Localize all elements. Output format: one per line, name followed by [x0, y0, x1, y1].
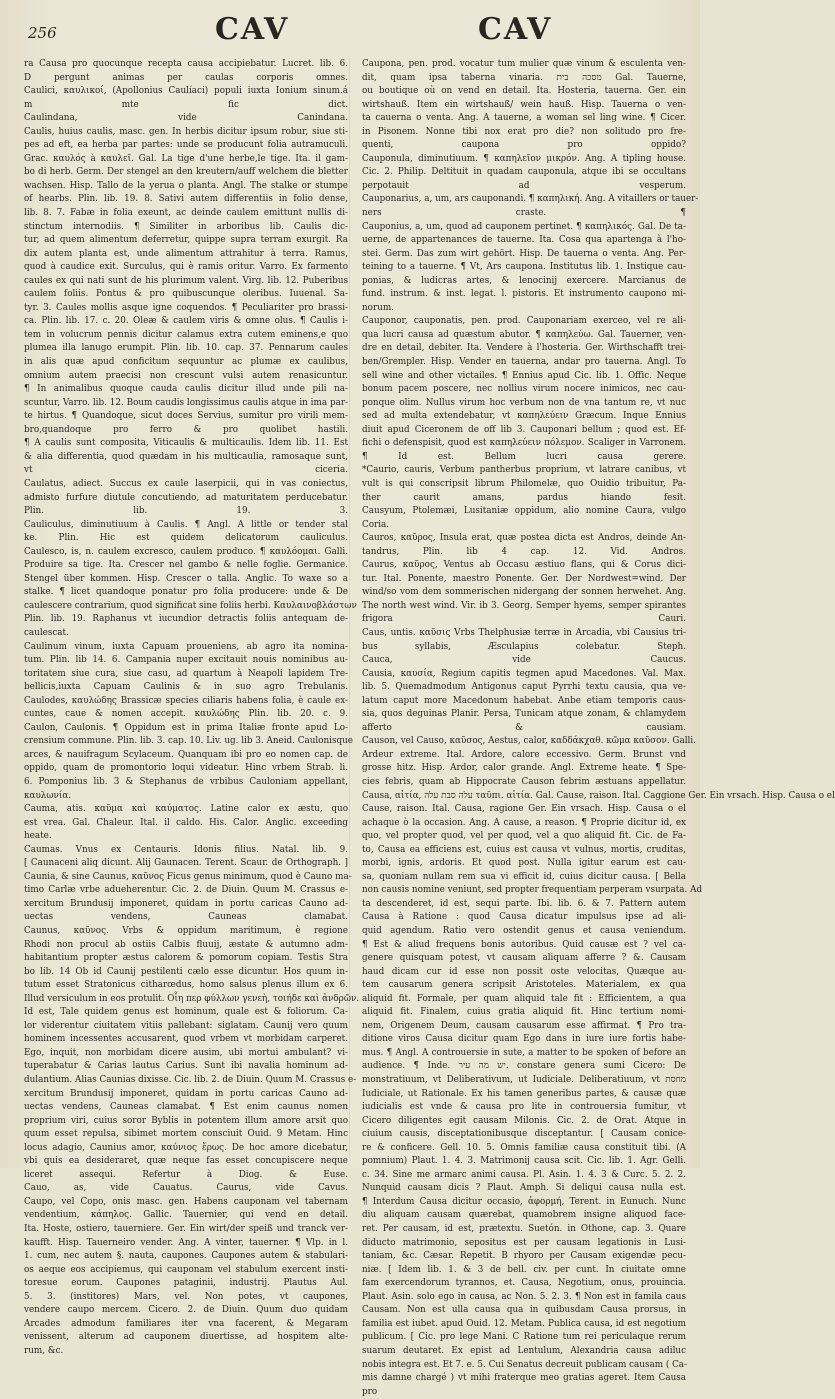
text-line: Plin. lib. 19. Raphanus vt iucundior detractis foliis antequam de-	[24, 614, 348, 625]
text-line: familia est iubet. apud Ouid. 12. Metam. Publica causa, id est negotium	[362, 1318, 686, 1329]
text-line: Rhodi non procul ab ostiis Calbis fluuij, æstate & autumno adm-	[24, 939, 348, 950]
text-line: c. 34. Sine me armarc animi causa. Pl. Asin. 1. 4. 3 & Curc. 5. 2. 2.	[362, 1169, 686, 1180]
text-line: omnium autem praecisi non crescunt vulsi autem renasicuntur.	[24, 370, 348, 381]
text-line: sia, quos deguinas Planir. Persa, Tunicam atque zonam, & chlamydem	[362, 709, 686, 720]
text-line: vbi quis ea desideraret, quæ neque fas esset concupiscere neque	[24, 1156, 348, 1167]
text-line: Cauo, as, vide Cauatus. Caurus, vide Cavus.	[24, 1183, 348, 1194]
text-line: bo di herb. Germ. Der stengel an den kreutern/auff welchem die bletter	[24, 167, 348, 178]
left-column	[24, 58, 360, 1356]
text-line: lib. 5. Quemadmodum Antigonus caput Pyrrhi textu causia, qua ve-	[362, 682, 686, 693]
text-line: Causia, καυσία, Regium capitis tegmen apud Macedones. Val. Max.	[362, 668, 686, 679]
text-line: heate.	[24, 831, 52, 842]
text-line: plumea illa lanugo erumpit. Plin. lib. 10. cap. 37. Pennarum caules	[24, 343, 348, 354]
text-line: perpotauit ad vesperum.	[362, 180, 686, 191]
text-line: quenti, caupona pro oppido?	[362, 140, 686, 151]
text-line: admisto furfure diutule concutiendo, ad maturitatem perducebatur.	[24, 492, 348, 503]
text-line: audience. ¶ Inde. יש מה עיר. constare genera sumi Cicero: De	[362, 1061, 686, 1072]
text-line: iudicialis est vnde & causa pro lite in controuersia fumitur, vt	[362, 1102, 686, 1113]
text-line: tutum esset Stratonicus citharœdus, homo salsus plenus illum ex 6.	[24, 980, 348, 991]
text-line: ¶ Interdum Causa dicitur occasio, ἀφορμή, Terent. in Eunuch. Nunc	[362, 1196, 686, 1207]
text-line: scuntur, Varro. lib. 12. Boum caudis longissimus caulis atque in ima par-	[24, 397, 348, 408]
text-line: mis damne chargé ) vt mihi fraterque meo gratias ageret. Item Causa	[362, 1373, 686, 1384]
text-line: ben/Grempler. Hisp. Vender en tauerna, andar pro tauerna. Angl. To	[362, 357, 686, 368]
text-line: ciuium causis, disceptationibusque disceptantur. [ Causam conice-	[362, 1129, 686, 1140]
text-line: rum, &c.	[24, 1345, 64, 1356]
text-line: Causa, αἰτία, עלה סבת עלה ταῦπι. αἰτία. Gal. Cause, raison. Ital. Caggione Ger. Ein vrsach. Hisp. Causa o el	[362, 790, 835, 801]
text-line: diu aliquam causam quærebat, quamobrem insigne aliquod face-	[362, 1210, 686, 1221]
text-line: Causam. Non est ulla causa qua in quibusdam Causa prorsus, in	[362, 1305, 686, 1316]
text-line: ponias, & ludicras artes, & lenocinij exercere. Marcianus de	[362, 275, 686, 286]
text-line: Caus, untis. καῦσις Vrbs Thelphusiæ terræ in Arcadia, vbi Causius tri-	[362, 627, 686, 638]
text-line: uectas vendens, Cauneas clamabat.	[24, 912, 348, 923]
text-line: liceret assequi. Refertur à Diog. & Euse.	[24, 1169, 348, 1180]
text-line: Arcades admodum familiares iter vna facerent, & Megaram	[24, 1318, 348, 1329]
text-line: m mte fic dict.	[24, 99, 348, 110]
text-line: Cauca, vide Caucus.	[362, 655, 686, 666]
running-head-right: CAV	[478, 12, 553, 47]
text-line: The north west wind. Vir. ib 3. Georg. Semper hyems, semper spirantes	[362, 600, 686, 611]
text-line: afferto & causiam.	[362, 722, 686, 733]
text-line: fichi o defenspisit, quod est καπηλεύειν πόλεμον. Scaliger in Varronem.	[362, 438, 686, 449]
text-line: tuperabatur & Carias lautus Carius. Sunt ibi navalia hominum ad-	[24, 1061, 348, 1072]
text-line: Coria.	[362, 519, 390, 530]
text-line: tum. Plin. lib 14. 6. Campania nuper excitauit nouis nominibus au-	[24, 655, 348, 666]
text-line: lor viderentur ciuitatem vitiis pallebant: siglatam. Caunij vero quum	[24, 1020, 348, 1031]
text-line: ditione viros Causa dicitur quam Ego dans in iure iure fortis habe-	[362, 1034, 686, 1045]
text-line: latum caput more Macedonum habebat. Anbe etiam temporis caus-	[362, 695, 686, 706]
text-line: ca. Plin. lib. 17. c. 20. Oleæ & caulem viris & omne olus. ¶ Caulis i-	[24, 316, 348, 327]
text-line: oppido, quam de promontorio loqui videatur. Hinc vrbem Strab. li.	[24, 763, 348, 774]
text-line: bus syllabis, Æsculapius colebatur. Steph.	[362, 641, 686, 652]
text-line: sed ad multa extendebatur, vt καπηλεύειν Græcum. Inque Ennius	[362, 411, 686, 422]
text-line: Stengel über kommen. Hisp. Crescer o talla. Anglic. To waxe so a	[24, 573, 348, 584]
text-line: pomnium) Plaut. 1. 4. 3. Matrimonij causa scit. Cic. lib. 1. Agr. Gelli.	[362, 1156, 686, 1167]
text-line: Cic. 2. Philip. Deltituit in quadam cauponula, atque ibi se occultans	[362, 167, 686, 178]
text-line: & alia differentia, quod quædam in his multicaulia, ramosaque sunt,	[24, 451, 348, 462]
text-line: xercitum Brundusij imponeret, quidam in portu caricas Cauno ad-	[24, 898, 348, 909]
text-line: Cicero diligentes egit causam Milonis. Cic. 2. de Orat. Atque in	[362, 1115, 686, 1126]
text-line: wind/so vom dem sommerischen nidergang der sonnen herwehet. Ang.	[362, 587, 686, 598]
text-line: Nunquid causam dicis ? Plaut. Amph. Si deliqui causa nulla est.	[362, 1183, 686, 1194]
text-line: ponque olim. Nullus virum hoc verbum non de vna tantum re, vt nuc	[362, 397, 686, 408]
text-line: taniam, &c. Cæsar. Repetit. B rhyoro per Causam exigendæ pecu-	[362, 1251, 686, 1262]
text-line: qua lucri causa ad quæstum abutor. ¶ καπηλεύω. Gal. Tauerner, ven-	[362, 329, 686, 340]
text-line: Plaut. Asin. solo ego in causa, ac Non. 5. 2. 3. ¶ Non est in famila caus	[362, 1291, 686, 1302]
text-line: uerne, de appartenances de tauerne. Ita. Cosa qua apartenga à l'ho-	[362, 235, 686, 246]
text-line: quod à caudice exit. Surculus, qui è ramis oritur. Varro. Ex farmento	[24, 262, 348, 273]
text-line: arces, & nauifragum Scylaceum. Quanquam ibi pro eo nomen cap. de	[24, 749, 348, 760]
right-column	[362, 58, 835, 1397]
text-line: est vrea. Gal. Chaleur. Ital. il caldo. His. Calor. Anglic. exceeding	[24, 817, 348, 828]
text-line: Ardeur extreme. Ital. Ardore, calore eccessivo. Germ. Brunst vnd	[362, 749, 686, 760]
text-line: ¶ Est & aliud frequens bonis autoribus. Quid causæ est ? vel ca-	[362, 939, 686, 950]
text-line: teining to a tauerne. ¶ Vt, Ars caupona. Institutus lib. 1. Instique cau-	[362, 262, 686, 273]
text-line: aliquid fit. Finalem, cuius gratia aliquid fit. Hinc tertium nomi-	[362, 1007, 686, 1018]
text-line: quo, vel propter quod, vel per quod, vel a quo aliquid fit. Cic. de Fa-	[362, 831, 686, 842]
text-line: mus. ¶ Angl. A controuersie in sute, a matter to be spoken of before an	[362, 1047, 686, 1058]
text-line: wirtshauß. Item ein wirtshauß/ wein hauß. Hisp. Tauerna o ven-	[362, 99, 686, 110]
text-line: stinctum internodiis. ¶ Similiter in arboribus lib. Caulis dic-	[24, 221, 348, 232]
text-line: Illud versiculum in eos protulit. Οἷη περ φύλλων γενεὴ, τοιήδε καὶ ἀνδρῶν.	[24, 993, 360, 1004]
text-line: pro	[362, 1386, 378, 1397]
text-line: Cauponarius, a, um, ars cauponandi. ¶ καπηλική. Ang. A vitaillers or tauer-	[362, 194, 699, 205]
text-line: Caulatus, adiect. Succus ex caule laserpicii, qui in vas coniectus,	[24, 478, 348, 489]
text-line: in Pisonem. Nonne tibi nox erat pro die? non solitudo pro fre-	[362, 126, 686, 137]
text-line: Causyum, Ptolemæi, Lusitaniæ oppidum, alio nomine Caura, vulgo	[362, 506, 686, 517]
text-line: ke. Plin. Hic est quidem delicatorum cauliculus.	[24, 533, 348, 544]
text-line: Caulici, καυλικοί, (Apollonius Caulíaci) populi iuxta Ionium sinum.á	[24, 86, 348, 97]
text-line: 1. cum, nec autem §. nauta, caupones. Caupones autem & stabulari-	[24, 1251, 348, 1262]
text-line: tem in volucrum pennis dicitur calamus extra cutem eminens,e quo	[24, 329, 348, 340]
text-line: bo lib. 14 Ob id Caunij pestilenti cælo esse dicuntur. Hos quum in-	[24, 966, 348, 977]
text-line: καυλωνία.	[24, 790, 72, 801]
text-line: Causa à Ratione : quod Causa dicatur impulsus ipse ad ali-	[362, 912, 686, 923]
text-line: ¶ A caulis sunt composita, Viticaulis & multicaulis. Idem lib. 11. Est	[24, 438, 348, 449]
text-line: vt ciceria.	[24, 465, 348, 476]
text-line: quum esset repulsa, sibimet mortem consciuit Ouid. 9 Metam. Hinc	[24, 1129, 348, 1140]
text-line: Cause, raison. Ital. Causa, ragione Ger. Ein vrsach. Hisp. Causa o el	[362, 804, 686, 815]
text-line: Causon, vel Causo, καῦσος, Aestus, calor, καδδάκχαθ. κῶμα καῦσον. Galli.	[362, 736, 696, 747]
text-line: Caunus, καῦνος. Vrbs & oppidum maritimum, è regione	[24, 926, 348, 936]
text-line: haud dicam cur id esse non possit oste velocitas, Quæque au-	[362, 966, 686, 977]
text-line: sa, quoniam nullam rem sua vi efficit id, cuius dicitur causa. [ Bella	[362, 871, 686, 882]
text-line: 6. Pomponius lib. 3 & Stephanus de vrbibus Cauloniam appellant,	[24, 776, 348, 787]
text-line: Plin. lib. 19. 3.	[24, 506, 348, 517]
text-line: dit, quam ipsa taberna vinaria. מסכה בית Gal. Tauerne,	[362, 72, 686, 83]
text-line: wachsen. Hisp. Tallo de la yerua o planta. Angl. The stalke or stumpe	[24, 180, 348, 191]
text-line: ou boutique où on vend en detail. Ita. Hosteria, tauerna. Ger. ein	[362, 86, 686, 97]
text-line: ners craste. ¶	[362, 208, 686, 219]
text-line: os aeque eos accipiemus, qui cauponam vel stabulum exercent insti-	[24, 1264, 348, 1275]
text-line: pes ad eft, ea herba par partes: unde se producunt folia autramuculi.	[24, 140, 348, 151]
text-line: fund. instrum. & inst. legat. l. pistoris. Et instrumento caupono mi-	[362, 289, 686, 300]
text-line: tem causarum genera scripsit Aristoteles. Materialem, ex qua	[362, 980, 686, 991]
text-line: Ego, inquit, non morbidam dicere ausim, ubi mortui ambulant? vi-	[24, 1047, 348, 1058]
text-line: Cauponor, cauponatis, pen. prod. Cauponariam exerceo, vel re ali-	[362, 316, 686, 327]
text-line: dix autem planta est, unde alimentum attrahitur à terra. Ramus,	[24, 248, 348, 259]
text-line: caulescat.	[24, 627, 69, 638]
text-line: Caupo, vel Copo, onis masc. gen. Habens cauponam vel tabernam	[24, 1196, 348, 1207]
text-line: Iudiciale, ut Rationale. Ex his tamen generibus partes, & causæ quæ	[362, 1088, 686, 1099]
text-line: caulem foliis. Pontus & pro quibuscunque oleribus. Iuuenal. Sa-	[24, 289, 348, 300]
text-line: vendentium, κάπηλος. Gallic. Tauernier, qui vend en detail.	[24, 1210, 348, 1221]
text-line: Cauponula, diminutiuum. ¶ καπηλεῖον μικρόν. Ang. A tipling house.	[362, 153, 686, 164]
text-line: ¶ In animalibus quoque cauda caulis dicitur illud unde pili na-	[24, 384, 348, 395]
text-line: cies febris, quam ab Hippocrate Causon febrim æstuans appellatur.	[362, 776, 686, 787]
text-line: publicum. [ Cic. pro lege Mani. C Ratione tum rei periculaque rerum	[362, 1332, 686, 1343]
text-line: Ita. Hoste, ostiero, tauerniere. Ger. Ein wirt/der speiß und tranck ver-	[24, 1224, 348, 1235]
text-line: 5. 3. (institores) Mars, vel. Non potes, vt caupones,	[24, 1291, 348, 1302]
text-line: sell wine and other victailes. ¶ Ennius apud Cic. lib. 1. Offic. Neque	[362, 370, 686, 381]
text-line: tyr. 3. Caules mollis asque igne coquendos. ¶ Peculiariter pro brassi-	[24, 302, 348, 313]
text-line: Caulodes, καυλώδης Brassicæ species ciliaris habens folia, è caule ex-	[24, 695, 348, 706]
text-line: timo Carlæ vrbe adueherentur. Cic. 2. de Diuin. Quum M. Crassus e-	[24, 885, 348, 896]
text-line: toresue eorum. Caupones pataginii, industrij. Plautus Aul.	[24, 1278, 348, 1289]
text-line: uectas vendens, Cauneas clamabat. ¶ Est enim caunus nomen	[24, 1102, 348, 1113]
text-line: ther caurit amans, pardus hiando fesit.	[362, 492, 686, 503]
text-line: Caulindana, vide Canindana.	[24, 113, 348, 124]
text-line: vult is qui conscripsit librum Philomelæ, quo Ouidio tribuitur, Pa-	[362, 478, 686, 489]
text-line: achaque ò la occasion. Ang. A cause, a reason. ¶ Proprie dicitur id, ex	[362, 817, 686, 828]
text-line: tandrus, Plin. lib 4 cap. 12. Vid. Andros.	[362, 546, 686, 557]
text-line: xercitum Brundusij imponeret, quidam in portu caricas Cauno ad-	[24, 1088, 348, 1099]
text-line: ra Causa pro quocunque recepta causa accipiebatur. Lucret. lib. 6.	[24, 59, 348, 69]
text-line: lib. 8. 7. Fabæ in folia exeunt, ac deinde caulem emittunt nullis di-	[24, 208, 348, 219]
text-columns	[24, 58, 835, 1397]
text-line: Caulon, Caulonis. ¶ Oppidum est in prima Italiæ fronte apud Lo-	[24, 722, 348, 733]
text-line: niæ. [ Idem lib. 1. & 3 de bell. civ. per cunt. In ciuitate omne	[362, 1264, 686, 1275]
text-line: toritatem siue cura, siue casu, ad quartum à Neapoli lapidem Tre-	[24, 668, 348, 679]
text-line: bonum pacem poscere, nec nollius virum nocere inimicos, nec cau-	[362, 384, 686, 395]
text-line: bro,quandoque pro ferro & pro quolibet hastili.	[24, 424, 348, 435]
text-line: genere quisquam potest, vt causam aliquam afferre ? &. Causam	[362, 953, 686, 964]
text-line: Caumas. Vnus ex Centauris. Idonis filius. Natal. lib. 9.	[24, 844, 348, 855]
text-line: tur. Ital. Ponente, maestro Ponente. Ger. Der Nordwest=wind. Der	[362, 573, 686, 584]
text-line: quid agendum. Ratio vero ostendit genus et causa veniendum.	[362, 926, 686, 936]
text-line: te hirtus. ¶ Quandoque, sicut doces Servius, sumitur pro virili mem-	[24, 411, 348, 422]
text-line: ta descenderet, id est, sequi parte. Ibi. lib. 6. & 7. Pattern autem	[362, 898, 686, 909]
text-line: morbi, ignis, ardoris. Et quod post. Nulla igitur earum est cau-	[362, 858, 686, 869]
text-line: diducto matrimonio, sepositus est per causam legationis in Lusi-	[362, 1237, 686, 1248]
text-line: stei. Germ. Das zum wirt gehört. Hisp. De tauerna o venta. Ang. Per-	[362, 248, 686, 259]
text-line: Caulinum vinum, iuxta Capuam proueniens, ab agro ita nomina-	[24, 641, 348, 652]
text-line: kaufft. Hisp. Tauerneiro vender. Ang. A vinter, tauerner. ¶ Vlp. in l.	[24, 1237, 348, 1248]
text-line: nem, Origenem Deum, causam causarum esse affirmat. ¶ Pro tra-	[362, 1020, 686, 1031]
text-line: caules ex qui nati sunt de his plurimum valent. Virg. lib. 12. Puberibus	[24, 275, 348, 286]
text-line: tur, ad quem alimentum deferretur, quippe supra terram exurgit. Ra	[24, 235, 348, 246]
text-line: aliquid fit. Formale, per quam aliquid tale fit : Efficientem, a qua	[362, 993, 686, 1004]
text-line: Cauma, atis. καῦμα καὶ καύματος. Latine calor ex æstu, quo	[24, 804, 348, 815]
text-line: Caulis, huius caulis, masc. gen. In herbis dicitur ipsum robur, siue sti-	[24, 126, 348, 137]
text-line: vendere caupo mercem. Cicero. 2. de Diuin. Quum duo quidam	[24, 1305, 348, 1316]
text-line: in alis quæ apud conficitum sequuntur ac plumæ ex caulibus,	[24, 357, 348, 368]
text-line: Id est, Tale quidem genus est hominum, quale est & foliorum. Ca-	[24, 1007, 348, 1018]
text-line: locus adagio, Caunius amor, καύνιος ἔρως. De hoc amore dicebatur,	[24, 1142, 348, 1153]
text-line: Cauliculus, diminutiuum à Caulis. ¶ Angl. A little or tender stal	[24, 519, 348, 530]
text-line: grosse hitz. Hisp. Ardor, calor grande. Angl. Extreme heate. ¶ Spe-	[362, 763, 686, 774]
text-line: diuit apud Ciceronem de off lib 3. Cauponari bellum ; quod est. Ef-	[362, 424, 686, 435]
text-line: non causis nomine veniunt, sed propter frequentiam perperam vsurpata. Ad	[362, 885, 703, 896]
text-line: caulescere contrarium, quod significat sine foliis herbi. Καυλαινοβλάστων	[24, 600, 357, 611]
text-line: nobis integra est. Et 7. e. 5. Cui Senatus decreuit publicam causam ( Ca-	[362, 1359, 688, 1370]
text-line: [ Caunaceni aliq dicunt. Alij Gaunacen. Terent. Scaur. de Orthograph. ]	[24, 858, 348, 869]
text-line: Caurus, καῦρος, Ventus ab Occasu æstiuo flans, qui & Corus dici-	[362, 560, 686, 571]
text-line: Produire sa tige. Ita. Crescer nel gambo & nelle foglie. Germanice.	[24, 560, 348, 571]
text-line: frigora Cauri.	[362, 614, 686, 625]
text-line: suarum deutaret. Ex epist ad Lentulum, Alexandria causa adiluc	[362, 1345, 686, 1356]
text-line: Caupona, pen. prod. vocatur tum mulier quæ vinum & esculenta ven-	[362, 59, 686, 69]
text-line: venissent, alterum ad cauponem diuertisse, ad hospitem alte-	[24, 1332, 348, 1343]
text-line: ret. Per causam, id est, prætextu. Suetón. in Othone, cap. 3. Quare	[362, 1224, 686, 1235]
text-line: Grac. καυλός à καυλεῖ. Gal. La tige d'une herbe,le tige. Ita. il gam-	[24, 153, 348, 164]
text-line: D pergunt animas per caulas corporis omnes.	[24, 72, 348, 83]
text-line: *Caurio, cauris, Verbum pantherbus proprium, vt latrare canibus, vt	[362, 465, 686, 476]
text-line: Caulesco, is, n. caulem excresco, caulem produco. ¶ καυλόομαι. Galli.	[24, 546, 348, 557]
text-line: crensium commune. Plin. lib. 3. cap. 10. Liv. ug. lib 3. Aneid. Caulonisque	[24, 736, 354, 747]
text-line: proprium viri, cuius soror Byblis in potentem illum amore arsit quo	[24, 1115, 348, 1126]
text-line: norum.	[362, 302, 394, 313]
text-line: Cauponius, a, um, quod ad cauponem pertinet. ¶ καπηλικός. Gal. De ta-	[362, 221, 686, 232]
text-line: bellicis,iuxta Capuam Caulinis & in suo agro Trebulanis.	[24, 682, 348, 693]
text-line: re & conficere. Gell. 10. 5. Omnis familiæ causa constituit tibi. (A	[362, 1142, 686, 1153]
text-line: habitantium propter æstus calorem & pomorum copiam. Testis Stra	[24, 953, 348, 964]
text-line: dre en detail, debiter. Ita. Vendere à l'hosteria. Ger. Wirthschafft trei-	[362, 343, 686, 354]
text-line: ¶ Id est. Bellum lucri causa gerere.	[362, 451, 686, 462]
text-line: hominem incessentes accusarent, quod vrbem vt morbidam carperet.	[24, 1034, 348, 1045]
text-line: stalke. ¶ licet quandoque ponatur pro folia producere: unde & De	[24, 587, 348, 598]
text-line: to, Causa ea efficiens est, cuius est causa vt vulnus, mortis, cruditas,	[362, 844, 686, 855]
text-line: Cauros, καῦρος, Insula erat, quæ postea dicta est Andros, deinde An-	[362, 533, 686, 544]
text-line: fam exercendorum tyrannos, et. Causa, Negotium, onus, prouincia.	[362, 1278, 686, 1289]
text-line: monstratiuum, vt Deliberativum, ut Iudiciale. Deliberatiuum, vt מחסת	[362, 1075, 686, 1086]
page-number: 256	[28, 24, 57, 42]
text-line: of hearbs. Plin. lib. 19. 8. Sativi autem differentiis in folio dense,	[24, 194, 348, 205]
text-line: ta cauerna o venta. Ang. A tauerne, a woman sel ling wine. ¶ Cicer.	[362, 113, 686, 124]
text-line: cuntes, caue & nomen accepit. καυλώδης Plin. lib. 20. c. 9.	[24, 709, 348, 720]
running-head-left: CAV	[215, 12, 290, 47]
text-line: dulantium. Alias Caunias dixisse. Cic. lib. 2. de Diuin. Quum M. Crassus e-	[24, 1075, 357, 1086]
text-line: Caunia, & sine Caunus, καῦνος Ficus genus minimum, quod è Cauno ma-	[24, 871, 352, 882]
